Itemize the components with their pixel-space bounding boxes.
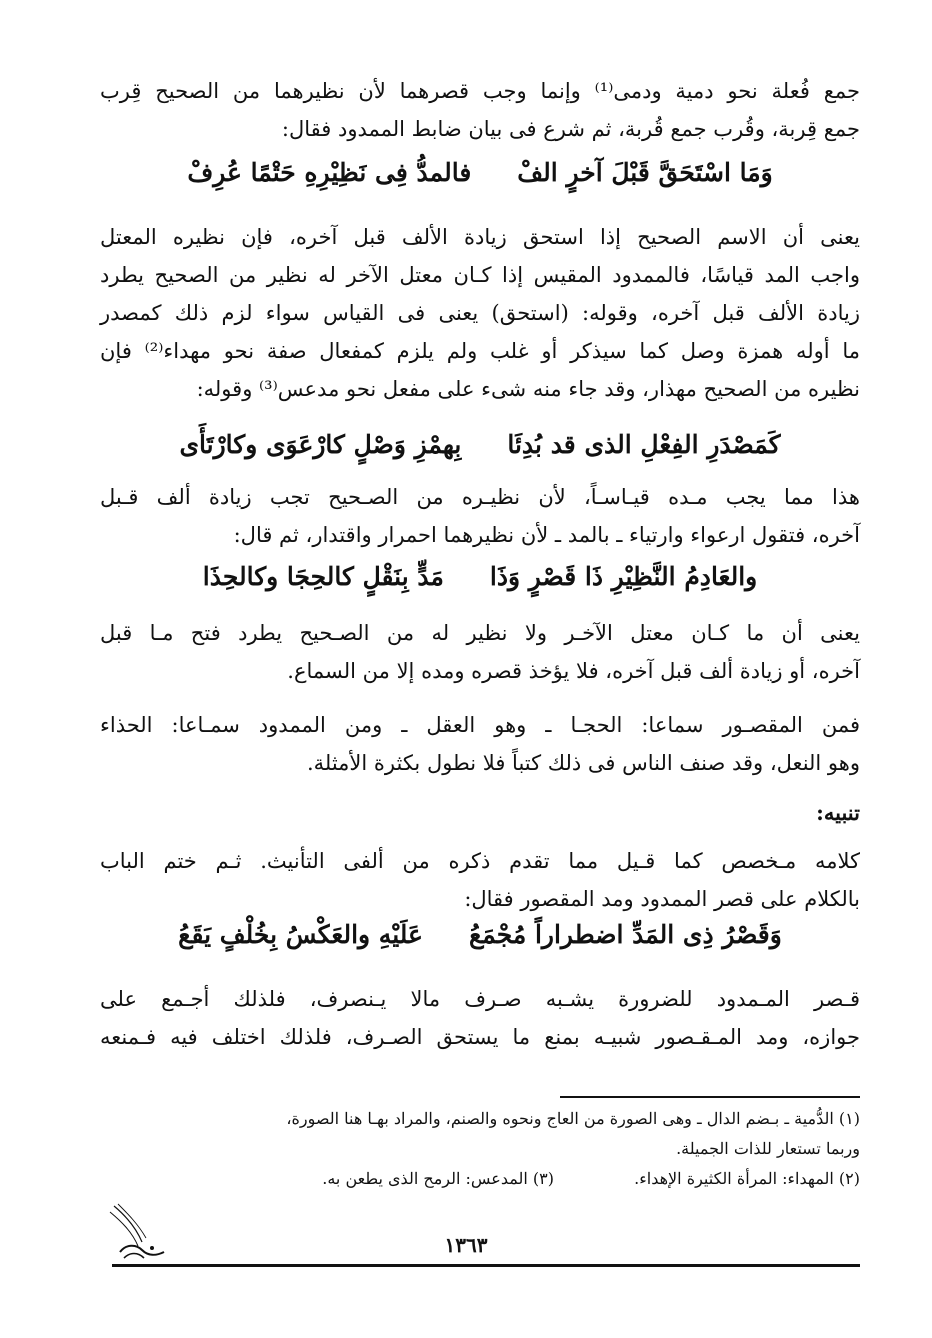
verse-hemistich-first: كَمَصْدَرِ الفِعْلِ الذى قد بُدِئَا <box>507 430 781 459</box>
footnote-2: (٢) المهداء: المرأة الكثيرة الإهداء. <box>634 1169 860 1188</box>
paragraph-2 <box>100 218 860 408</box>
text-line: زيادة الألف قبل آخره، وقوله: (استحق) يعنى فى القياس سواء لزم ذلك كمصدر <box>100 301 860 325</box>
paragraph-7 <box>100 980 860 1056</box>
text-line: يعنى أن الاسم الصحيح إذا استحق زيادة الألف قبل آخره، فإن نظيره المعتل <box>100 225 860 249</box>
footnote-separator <box>560 1096 860 1098</box>
text-line: نظيره من الصحيح مهذار، وقد جاء منه شىء على مفعل نحو مدعس⁽³⁾ وقوله: <box>196 377 860 401</box>
page-number: ١٣٦٣ <box>444 1233 488 1257</box>
text-line: جمع فُعلة نحو دمية ودمى⁽¹⁾ وإنما وجب قصرهما لأن نظيرهما من الصحيح قِرب <box>100 79 860 103</box>
footnote-3: (٣) المدعس: الرمح الذى يطعن به. <box>322 1169 554 1188</box>
text-line: بالكلام على قصر الممدود ومد المقصور فقال: <box>464 887 860 911</box>
verse-hemistich-first: وَمَا اسْتَحَقَّ قَبْلَ آخرٍ الفْ <box>517 158 773 187</box>
footnote-1-continuation: وربما تستعار للذات الجميلة. <box>676 1139 860 1158</box>
text-line: جمع قِربة، وقُرب جمع قُربة، ثم شرع فى بيان ضابط الممدود فقال: <box>281 117 860 141</box>
footnote-1: (١) الدُّمية ـ بـضم الدال ـ وهى الصورة من العاج ونحوه والصنم، والمراد بهـا هنا الصورة، <box>286 1109 860 1128</box>
footnote-2-3-line <box>100 1164 860 1194</box>
text-line: واجب المد قياسًا، فالممدود المقيس إذا كـان معتل الآخر له نظير من الصحيح يطرد <box>100 263 860 287</box>
verse-3 <box>100 562 860 591</box>
paragraph-6 <box>100 842 860 918</box>
verse-hemistich-second: فالمدُّ فِى نَظِيْرِهِ حَتْمًا عُرِفْ <box>187 158 472 187</box>
text-line: آخره، أو زيادة ألف قبل آخره، فلا يؤخذ قصره ومده إلا من السماع. <box>287 659 860 683</box>
verse-2 <box>100 430 860 459</box>
text-line: يعنى أن ما كـان معتل الآخـر ولا نظير له من الصـحيح يطرد فتح مـا قبل <box>100 621 860 645</box>
text-line: ما أوله همزة وصل كما سيذكر أو غلب ولم يلزم كمفعال صفة نحو مهداء⁽²⁾ فإن <box>100 339 860 363</box>
text-line: آخره، فتقول ارعواء وارتياء ـ بالمد ـ لأن نظيرهما احمرار واقتدار، ثم قال: <box>233 523 860 547</box>
text-line: قـصر المـمدود للضرورة يشـبه صـرف مالا يـنصرف، فلذلك أجـمع على <box>100 987 860 1011</box>
paragraph-3 <box>100 478 860 554</box>
text-line: جوازه، ومد المـقـصور شبيـه بمنع ما يستحق الصـرف، فلذلك اختلف فيه فـمنعه <box>100 1025 860 1049</box>
paragraph-4 <box>100 614 860 690</box>
text-line: هذا مما يجب مـده قيـاسـاً، لأن نظيـره من الصـحيح تجب زيادة ألف قـبل <box>100 485 860 509</box>
footnotes <box>100 1104 860 1194</box>
verse-hemistich-first: والعَادِمُ النَّظِيْرِ ذَا قَصْرٍ وَذَا <box>489 562 758 591</box>
section-heading: تنبيه: <box>816 800 860 825</box>
text-line: وهو النعل، وقد صنف الناس فى ذلك كتباً فلا نطول بكثرة الأمثلة. <box>306 751 860 775</box>
verse-hemistich-second: عَلَيْهِ والعَكْسُ بِخُلْفٍ يَقَعُ <box>178 920 423 949</box>
text-line: كلامه مـخصص كما قـيل مما تقدم ذكره من ألفى التأنيث. ثـم ختم الباب <box>100 849 860 873</box>
verse-4 <box>100 920 860 949</box>
verse-hemistich-first: وَقَصْرُ ذِى المَدِّ اضطراراً مُجْمَعُ <box>468 920 782 949</box>
verse-hemistich-second: بِهمْزِ وَصْلٍ كارْعَوَى وكارْتَأَى <box>179 430 462 459</box>
verse-1 <box>100 158 860 187</box>
bottom-rule <box>112 1264 860 1267</box>
paragraph-1 <box>100 72 860 148</box>
text-line: فمن المقصـور سماعا: الحجـا ـ وهو العقل ـ ومن الممدود سمـاعا: الحذاء <box>100 713 860 737</box>
paragraph-5 <box>100 706 860 782</box>
verse-hemistich-second: مَدٍّ بِنَقْلٍ كالحِجَا وكالحِذَا <box>202 562 444 591</box>
